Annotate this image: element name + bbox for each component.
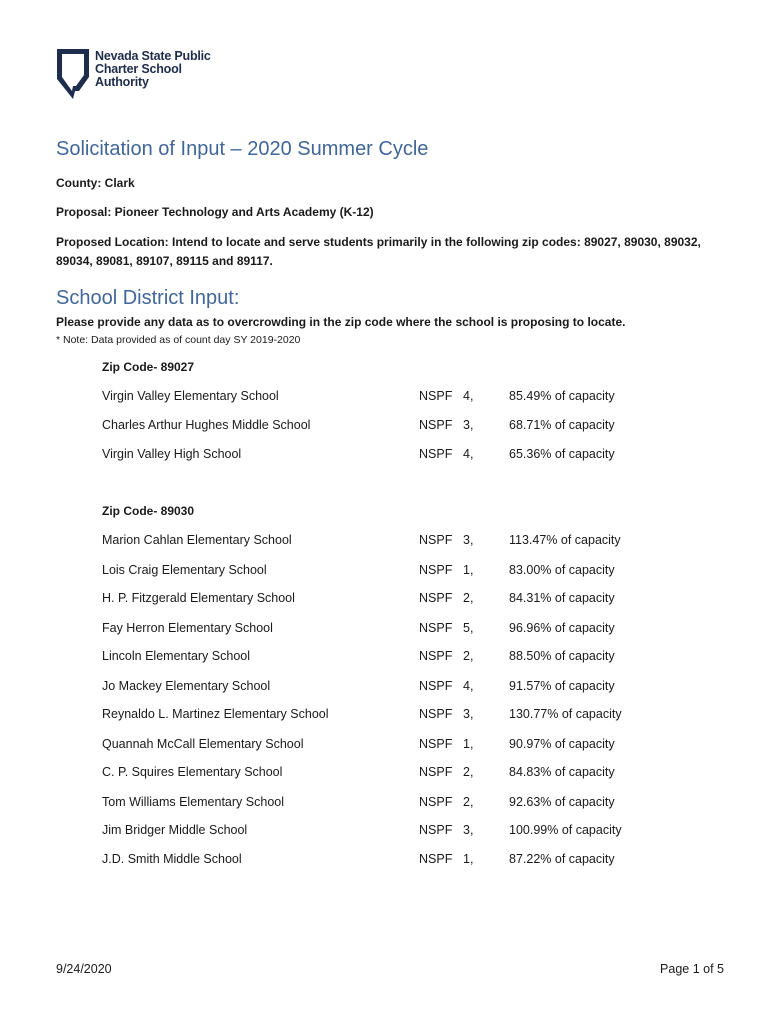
school-name: Lincoln Elementary School bbox=[102, 649, 250, 663]
nspf-label: NSPF bbox=[419, 852, 453, 866]
logo-line-3: Authority bbox=[95, 75, 149, 89]
school-name: Virgin Valley Elementary School bbox=[102, 389, 279, 403]
nspf-rating: 1, bbox=[463, 737, 474, 751]
nspf-rating: 1, bbox=[463, 852, 474, 866]
capacity-value: 90.97% of capacity bbox=[509, 737, 615, 751]
table-row bbox=[0, 533, 770, 549]
nspf-rating: 4, bbox=[463, 389, 474, 403]
nspf-rating: 2, bbox=[463, 795, 474, 809]
nspf-rating: 1, bbox=[463, 563, 474, 577]
school-name: J.D. Smith Middle School bbox=[102, 852, 242, 866]
table-row bbox=[0, 447, 770, 463]
instruction-text: Please provide any data as to overcrowding in the zip code where the school is proposing to locate. bbox=[56, 315, 626, 329]
school-name: Marion Cahlan Elementary School bbox=[102, 533, 292, 547]
school-name: C. P. Squires Elementary School bbox=[102, 765, 283, 779]
nspf-rating: 4, bbox=[463, 679, 474, 693]
nspf-label: NSPF bbox=[419, 447, 453, 461]
capacity-value: 92.63% of capacity bbox=[509, 795, 615, 809]
table-row bbox=[0, 649, 770, 665]
nspf-rating: 4, bbox=[463, 447, 474, 461]
nspf-label: NSPF bbox=[419, 621, 453, 635]
school-name: Lois Craig Elementary School bbox=[102, 563, 267, 577]
capacity-value: 96.96% of capacity bbox=[509, 621, 615, 635]
zip-code-heading: Zip Code- 89027 bbox=[102, 360, 195, 374]
table-row bbox=[0, 591, 770, 607]
table-row bbox=[0, 679, 770, 695]
table-row bbox=[0, 765, 770, 781]
capacity-value: 91.57% of capacity bbox=[509, 679, 615, 693]
logo-line-1: Nevada State Public bbox=[95, 49, 211, 63]
zip-code-heading: Zip Code- 89030 bbox=[102, 504, 195, 518]
nspf-label: NSPF bbox=[419, 389, 453, 403]
table-row bbox=[0, 563, 770, 579]
section-title: School District Input: bbox=[56, 287, 240, 309]
nspf-rating: 3, bbox=[463, 533, 474, 547]
table-row bbox=[0, 852, 770, 868]
capacity-value: 68.71% of capacity bbox=[509, 418, 615, 432]
capacity-value: 88.50% of capacity bbox=[509, 649, 615, 663]
data-note: * Note: Data provided as of count day SY 2019-2020 bbox=[56, 334, 301, 346]
nspf-label: NSPF bbox=[419, 649, 453, 663]
table-row bbox=[0, 823, 770, 839]
capacity-value: 85.49% of capacity bbox=[509, 389, 615, 403]
nspf-label: NSPF bbox=[419, 418, 453, 432]
school-name: Fay Herron Elementary School bbox=[102, 621, 273, 635]
footer-date: 9/24/2020 bbox=[56, 962, 112, 976]
nspf-rating: 2, bbox=[463, 591, 474, 605]
nspf-rating: 2, bbox=[463, 649, 474, 663]
nevada-state-outline-icon bbox=[55, 47, 91, 103]
school-name: Virgin Valley High School bbox=[102, 447, 242, 461]
nspf-rating: 3, bbox=[463, 418, 474, 432]
authority-logo bbox=[55, 47, 211, 103]
table-row bbox=[0, 737, 770, 753]
capacity-value: 130.77% of capacity bbox=[509, 707, 622, 721]
school-name: Jim Bridger Middle School bbox=[102, 823, 248, 837]
proposed-location: Proposed Location: Intend to locate and serve students primarily in the following zip codes: 89027, 89030, 89032, 89034, 89081, 89107, 89115 and 89117. bbox=[56, 235, 701, 268]
nspf-label: NSPF bbox=[419, 737, 453, 751]
nspf-label: NSPF bbox=[419, 765, 453, 779]
capacity-value: 65.36% of capacity bbox=[509, 447, 615, 461]
table-row bbox=[0, 795, 770, 811]
page-title: Solicitation of Input – 2020 Summer Cycle bbox=[56, 138, 429, 160]
capacity-value: 84.31% of capacity bbox=[509, 591, 615, 605]
table-row bbox=[0, 418, 770, 434]
table-row bbox=[0, 389, 770, 405]
logo-wordmark bbox=[95, 50, 211, 89]
school-name: Charles Arthur Hughes Middle School bbox=[102, 418, 311, 432]
table-row bbox=[0, 621, 770, 637]
county-line: County: Clark bbox=[56, 176, 135, 190]
nspf-label: NSPF bbox=[419, 823, 453, 837]
nspf-label: NSPF bbox=[419, 563, 453, 577]
school-name: Tom Williams Elementary School bbox=[102, 795, 284, 809]
nspf-label: NSPF bbox=[419, 707, 453, 721]
logo-line-2: Charter School bbox=[95, 62, 182, 76]
nspf-label: NSPF bbox=[419, 591, 453, 605]
nspf-label: NSPF bbox=[419, 795, 453, 809]
nspf-rating: 5, bbox=[463, 621, 474, 635]
table-row bbox=[0, 707, 770, 723]
nspf-rating: 2, bbox=[463, 765, 474, 779]
capacity-value: 84.83% of capacity bbox=[509, 765, 615, 779]
capacity-value: 100.99% of capacity bbox=[509, 823, 622, 837]
capacity-value: 87.22% of capacity bbox=[509, 852, 615, 866]
capacity-value: 113.47% of capacity bbox=[509, 533, 621, 547]
nspf-rating: 3, bbox=[463, 707, 474, 721]
school-name: Jo Mackey Elementary School bbox=[102, 679, 271, 693]
nspf-rating: 3, bbox=[463, 823, 474, 837]
page-number: Page 1 of 5 bbox=[660, 962, 724, 976]
school-name: H. P. Fitzgerald Elementary School bbox=[102, 591, 295, 605]
nspf-label: NSPF bbox=[419, 679, 453, 693]
capacity-value: 83.00% of capacity bbox=[509, 563, 615, 577]
nspf-label: NSPF bbox=[419, 533, 453, 547]
school-name: Reynaldo L. Martinez Elementary School bbox=[102, 707, 329, 721]
school-name: Quannah McCall Elementary School bbox=[102, 737, 304, 751]
proposal-line: Proposal: Pioneer Technology and Arts Academy (K-12) bbox=[56, 205, 374, 219]
